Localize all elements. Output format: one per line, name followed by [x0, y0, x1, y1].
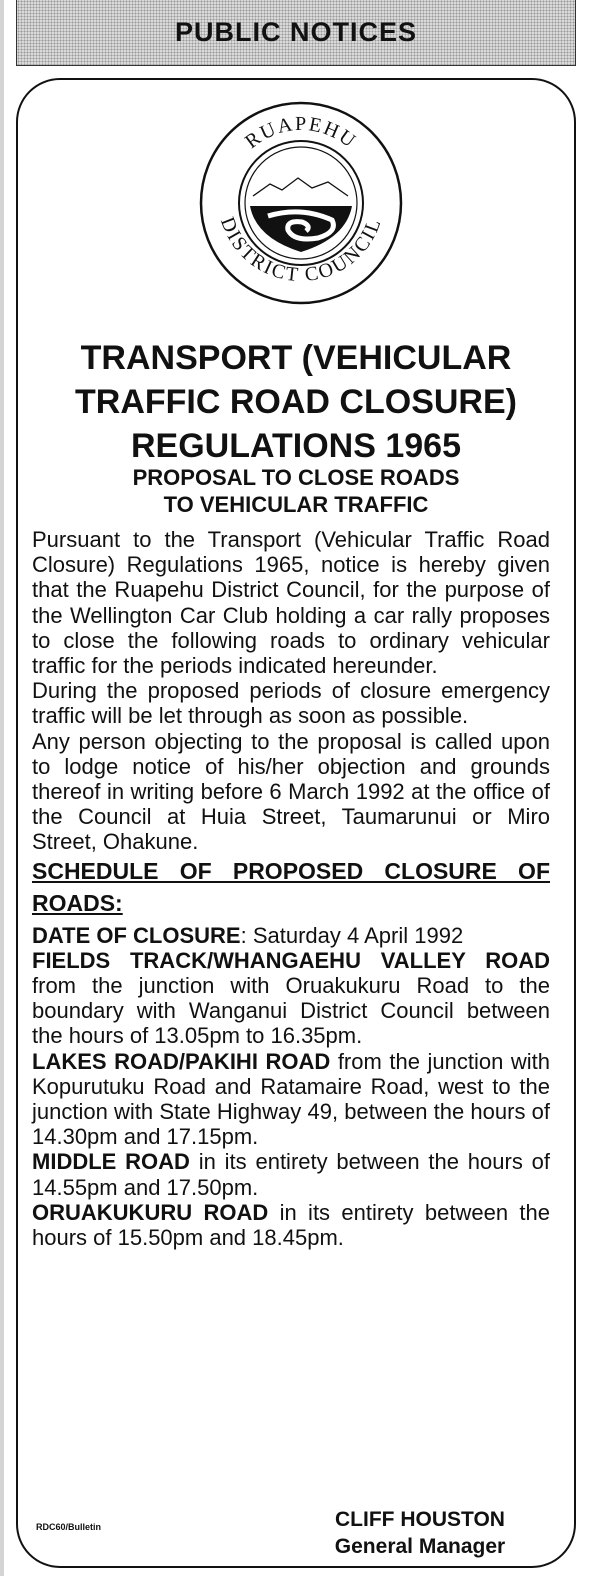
road-detail: from the junction with Oruakukuru Road to the boundary with Wanganui District Council between the hours of 13.05pm to 16.35pm. — [32, 973, 550, 1049]
logo-text-top: RUAPEHU — [241, 112, 361, 154]
logo-text-bottom: DISTRICT COUNCIL — [215, 214, 386, 287]
paragraph-pursuant: Pursuant to the Transport (Vehicular Traffic Road Closure) Regulations 1965, notice is hereby given that the Ruapehu District Council, for the purpose of the Wellington Car Club holding a car rally proposes to close the following roads to ordinary vehicular traffic for the periods indicated hereunder. — [32, 527, 550, 679]
notice-body — [32, 527, 550, 1250]
notice-title — [20, 336, 572, 468]
road-item — [32, 1149, 550, 1199]
title-line: REGULATIONS 1965 — [130, 427, 461, 465]
signature-block — [300, 1506, 540, 1560]
road-name: MIDDLE ROAD — [32, 1149, 190, 1175]
road-item — [32, 1049, 550, 1150]
section-header — [16, 0, 576, 66]
road-name: LAKES ROAD/PAKIHI ROAD — [32, 1048, 331, 1074]
title-line: TRANSPORT (VEHICULAR — [80, 339, 512, 377]
section-title: PUBLIC NOTICES — [174, 17, 417, 47]
title-line: TRAFFIC ROAD CLOSURE) — [75, 383, 517, 421]
road-item — [32, 948, 550, 1049]
signer-name: CLIFF HOUSTON — [335, 1508, 505, 1531]
schedule-heading: SCHEDULE OF PROPOSED CLOSURE OF ROADS: — [32, 857, 550, 916]
signer-title: General Manager — [334, 1535, 506, 1558]
reference-code: RDC60/Bulletin — [36, 1522, 102, 1532]
paragraph-emergency: During the proposed periods of closure emergency traffic will be let through as soon as possible. — [32, 678, 550, 729]
council-logo — [198, 98, 404, 308]
road-detail: in its entirety between the hours of 14.55pm and 17.50pm. — [32, 1149, 550, 1200]
subtitle-line: TO VEHICULAR TRAFFIC — [163, 492, 429, 517]
road-detail: in its entirety between the hours of 15.50pm and 18.45pm. — [32, 1199, 550, 1251]
subtitle-line: PROPOSAL TO CLOSE ROADS — [132, 465, 460, 490]
road-item — [32, 1200, 550, 1250]
notice-subtitle — [20, 464, 572, 518]
closure-date-label: DATE OF CLOSURE — [32, 922, 241, 948]
road-name: ORUAKUKURU ROAD — [32, 1199, 269, 1225]
paragraph-objection: Any person objecting to the proposal is called upon to lodge notice of his/her objection and grounds thereof in writing before 6 March 1992 at the office of the Council at Huia Street, Taumarunui or Miro Street, Ohakune. — [32, 728, 550, 855]
road-detail: from the junction with Kopurutuku Road and Ratamaire Road, west to the junction with State Highway 49, between the hours of 14.30pm and 17.15pm. — [32, 1048, 550, 1150]
road-name: FIELDS TRACK/WHANGAEHU VALLEY ROAD — [32, 947, 550, 973]
closure-date-value: : Saturday 4 April 1992 — [240, 922, 464, 948]
scan-edge — [0, 0, 4, 1576]
closure-date — [32, 923, 550, 948]
